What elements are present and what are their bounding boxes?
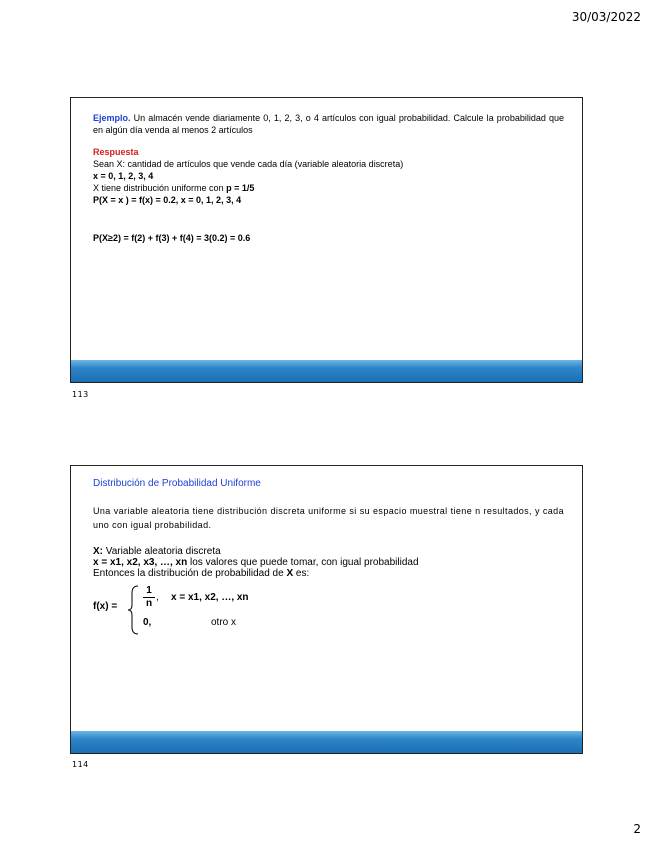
formula-lhs: f(x) = (93, 601, 118, 612)
formula-numerator: 1 (143, 585, 155, 598)
definition-line-2 (93, 557, 570, 568)
formula-comma: , (156, 592, 159, 603)
problem-statement (93, 112, 564, 136)
slide-113 (70, 97, 583, 383)
slide-113-content (93, 112, 564, 244)
definition-line-2-bold: x = x1, x2, x3, …, xn (93, 557, 188, 568)
formula-fraction (143, 585, 155, 610)
definition-line-3-bold: X (286, 568, 294, 579)
answer-line-2: x = 0, 1, 2, 3, 4 (93, 171, 154, 181)
formula-condition-2: otro x (211, 617, 237, 628)
answer-line-3-bold: p = 1/5 (226, 183, 255, 193)
uniform-pmf-formula (93, 583, 293, 635)
definition-line-1-rest: Variable aleatoria discreta (103, 546, 221, 557)
formula-condition-1: x = x1, x2, …, xn (171, 592, 249, 603)
definition-line-1 (93, 546, 570, 557)
answer-line-3-prefix: X tiene distribución uniforme con (93, 183, 227, 193)
definition-line-3-prefix: Entonces la distribución de probabilidad de (93, 568, 287, 579)
definition-line-3 (93, 568, 570, 579)
answer-result: P(X≥2) = f(2) + f(3) + f(4) = 3(0.2) = 0.6 (93, 233, 251, 243)
page-number: 2 (633, 822, 641, 836)
slide-title: Distribución de Probabilidad Uniforme (93, 478, 261, 489)
definition-line-2-rest: los valores que puede tomar, con igual probabilidad (187, 557, 419, 568)
slide-number-114: 114 (72, 760, 89, 769)
answer-line-3 (93, 182, 564, 194)
respuesta-label: Respuesta (93, 147, 139, 157)
definition-line-1-bold: X: (93, 546, 103, 557)
formula-zero: 0, (143, 617, 152, 628)
formula-brace (127, 585, 141, 635)
definitions (93, 546, 570, 579)
answer-line-1: Sean X: cantidad de artículos que vende cada día (variable aleatoria discreta) (93, 159, 404, 169)
page-date: 30/03/2022 (571, 10, 641, 24)
answer-line-4: P(X = x ) = f(x) = 0.2, x = 0, 1, 2, 3, 4 (93, 195, 242, 205)
ejemplo-label: Ejemplo. (93, 113, 131, 123)
slide-bottom-bar (71, 360, 582, 382)
definition-line-3-suffix: es: (293, 568, 310, 579)
slide-number-113: 113 (72, 390, 89, 399)
slide-bottom-bar (71, 731, 582, 753)
slide-114 (70, 465, 583, 754)
definition-paragraph: Una variable aleatoria tiene distribución discreta uniforme si su espacio muestral tiene n resultados, y cada uno con igual probabilidad. (93, 506, 564, 530)
formula-denominator: n (145, 598, 153, 609)
problem-text: Un almacén vende diariamente 0, 1, 2, 3, o 4 artículos con igual probabilidad. Calcule la probabilidad que en algún día venda al menos 2 artículos (93, 113, 564, 135)
